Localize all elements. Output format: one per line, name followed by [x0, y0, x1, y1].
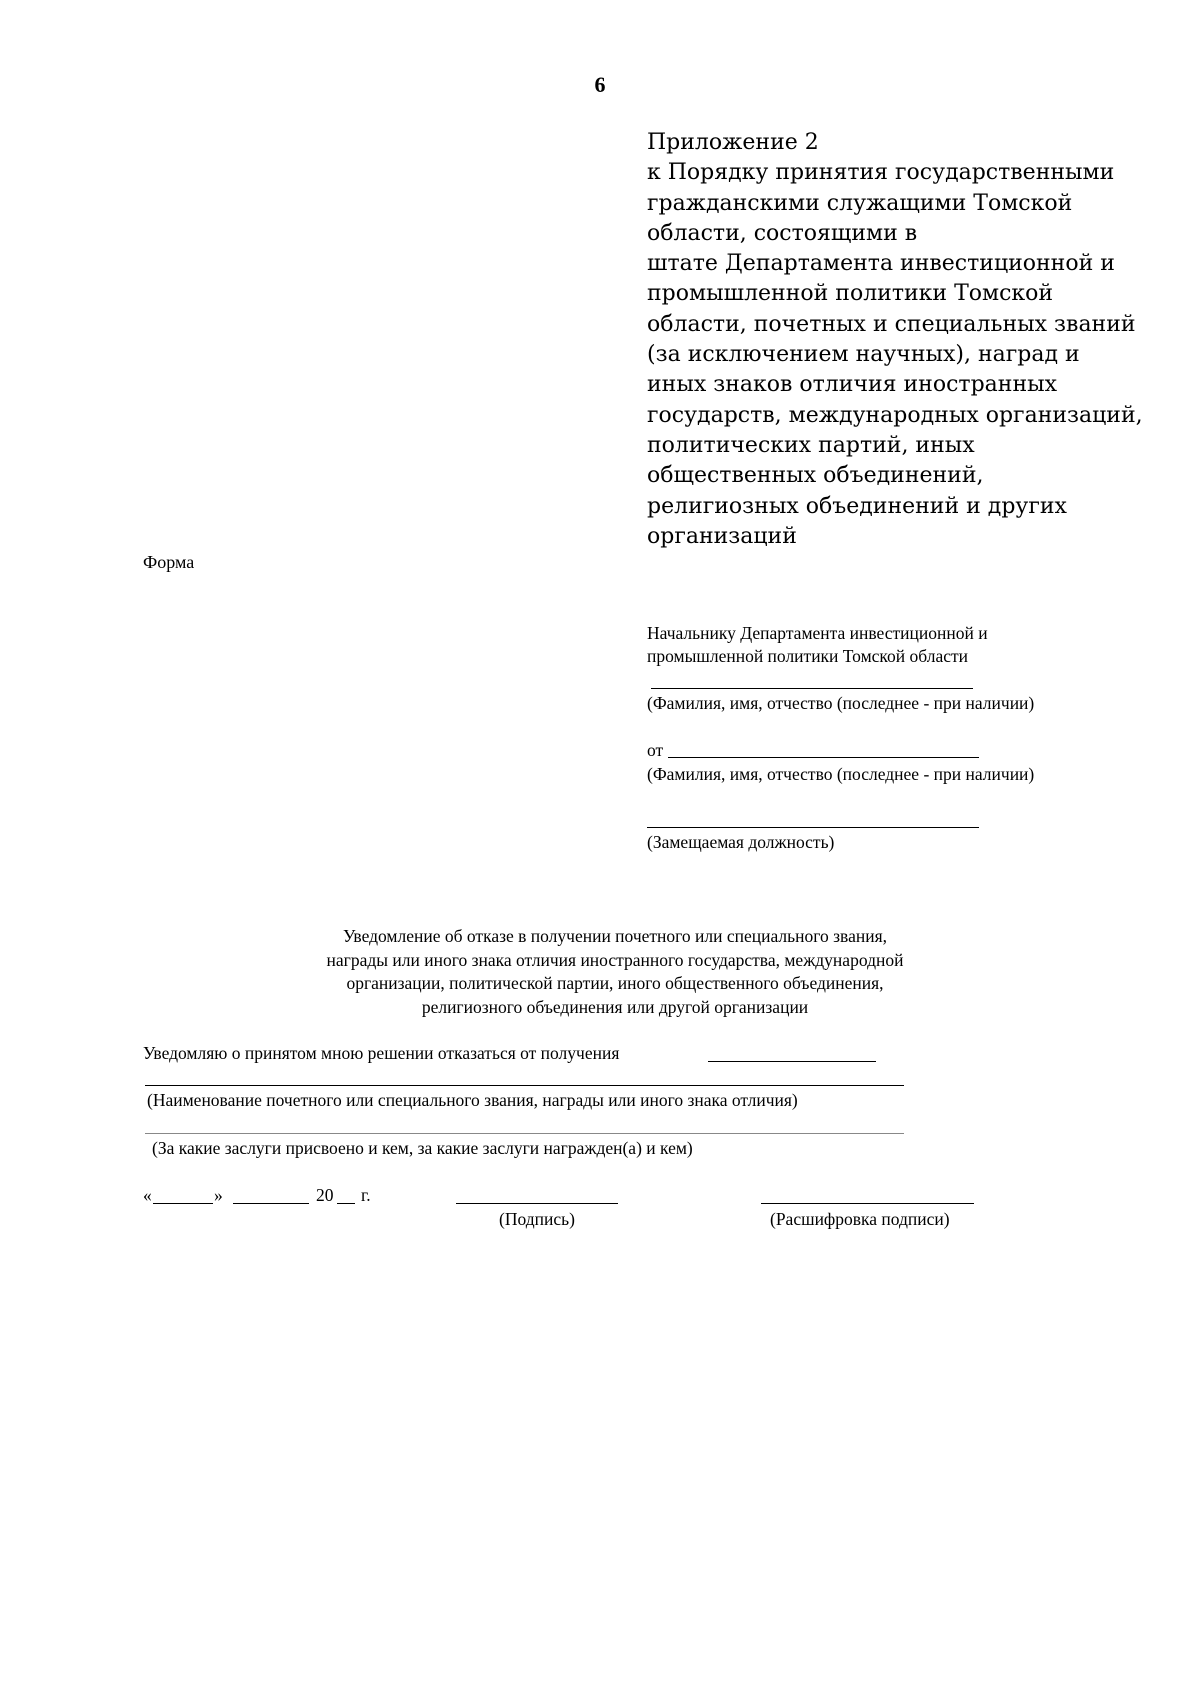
form-label: Форма	[143, 552, 195, 572]
notification-title	[200, 925, 1030, 1019]
date-month-field[interactable]	[233, 1203, 309, 1204]
hint-award-name: (Наименование почетного или специального звания, награды или иного знака отличия)	[147, 1090, 798, 1110]
appendix-line: промышленной политики Томской	[647, 281, 1054, 307]
signature-decoding-field[interactable]	[761, 1203, 974, 1204]
appendix-line: государств, международных организаций,	[647, 402, 1143, 428]
appendix-line: (за исключением научных), наград и	[647, 342, 1080, 368]
appendix-line: Приложение 2	[647, 130, 819, 155]
date-open-quote: «	[143, 1185, 152, 1205]
title-line: награды или иного знака отличия иностранного государства, международной	[326, 949, 904, 970]
date-year-prefix: 20	[316, 1185, 334, 1205]
signature-decoding-hint: (Расшифровка подписи)	[770, 1209, 950, 1229]
date-day-field[interactable]	[153, 1203, 213, 1204]
hint-position: (Замещаемая должность)	[647, 832, 835, 852]
appendix-line: политических партий, иных	[647, 432, 975, 458]
title-line: Уведомление об отказе в получении почетного или специального звания,	[343, 926, 887, 946]
appendix-line: общественных объединений,	[647, 463, 984, 489]
notify-text: Уведомляю о принятом мною решении отказаться от получения	[143, 1043, 620, 1063]
title-line: организации, политической партии, иного общественного объединения,	[346, 973, 884, 993]
appendix-line: к Порядку принятия государственными	[647, 160, 1115, 186]
award-inline-field[interactable]	[708, 1061, 876, 1062]
addressee-name-field[interactable]	[651, 688, 973, 689]
position-field[interactable]	[647, 827, 979, 828]
appendix-header	[647, 128, 1147, 552]
title-line: религиозного объединения или другой организации	[421, 996, 809, 1017]
addressee-line-2: промышленной политики Томской области	[647, 646, 969, 666]
page-number: 6	[594, 72, 606, 97]
hint-name-to: (Фамилия, имя, отчество (последнее - при наличии)	[647, 693, 1035, 713]
from-prefix: от	[647, 740, 664, 760]
hint-merits: (За какие заслуги присвоено и кем, за какие заслуги награжден(а) и кем)	[152, 1138, 693, 1158]
merits-field[interactable]	[145, 1133, 904, 1134]
date-year-suffix: г.	[361, 1185, 371, 1205]
from-name-field[interactable]	[668, 757, 979, 758]
appendix-line: области, почетных и специальных званий	[647, 311, 1136, 337]
appendix-line: иных знаков отличия иностранных	[647, 372, 1058, 398]
appendix-line: гражданскими служащими Томской	[647, 190, 1073, 216]
date-close-quote: »	[214, 1185, 223, 1205]
addressee-line-1: Начальнику Департамента инвестиционной и	[647, 623, 988, 643]
hint-name-from: (Фамилия, имя, отчество (последнее - при наличии)	[647, 764, 1035, 784]
appendix-line: организаций	[647, 523, 797, 549]
appendix-line: штате Департамента инвестиционной и	[647, 251, 1115, 277]
signature-hint: (Подпись)	[499, 1209, 575, 1229]
signature-field[interactable]	[456, 1203, 618, 1204]
award-name-field[interactable]	[145, 1085, 904, 1086]
date-year-field[interactable]	[337, 1203, 355, 1204]
appendix-line: области, состоящими в	[647, 220, 918, 246]
appendix-line: религиозных объединений и других	[647, 493, 1067, 519]
